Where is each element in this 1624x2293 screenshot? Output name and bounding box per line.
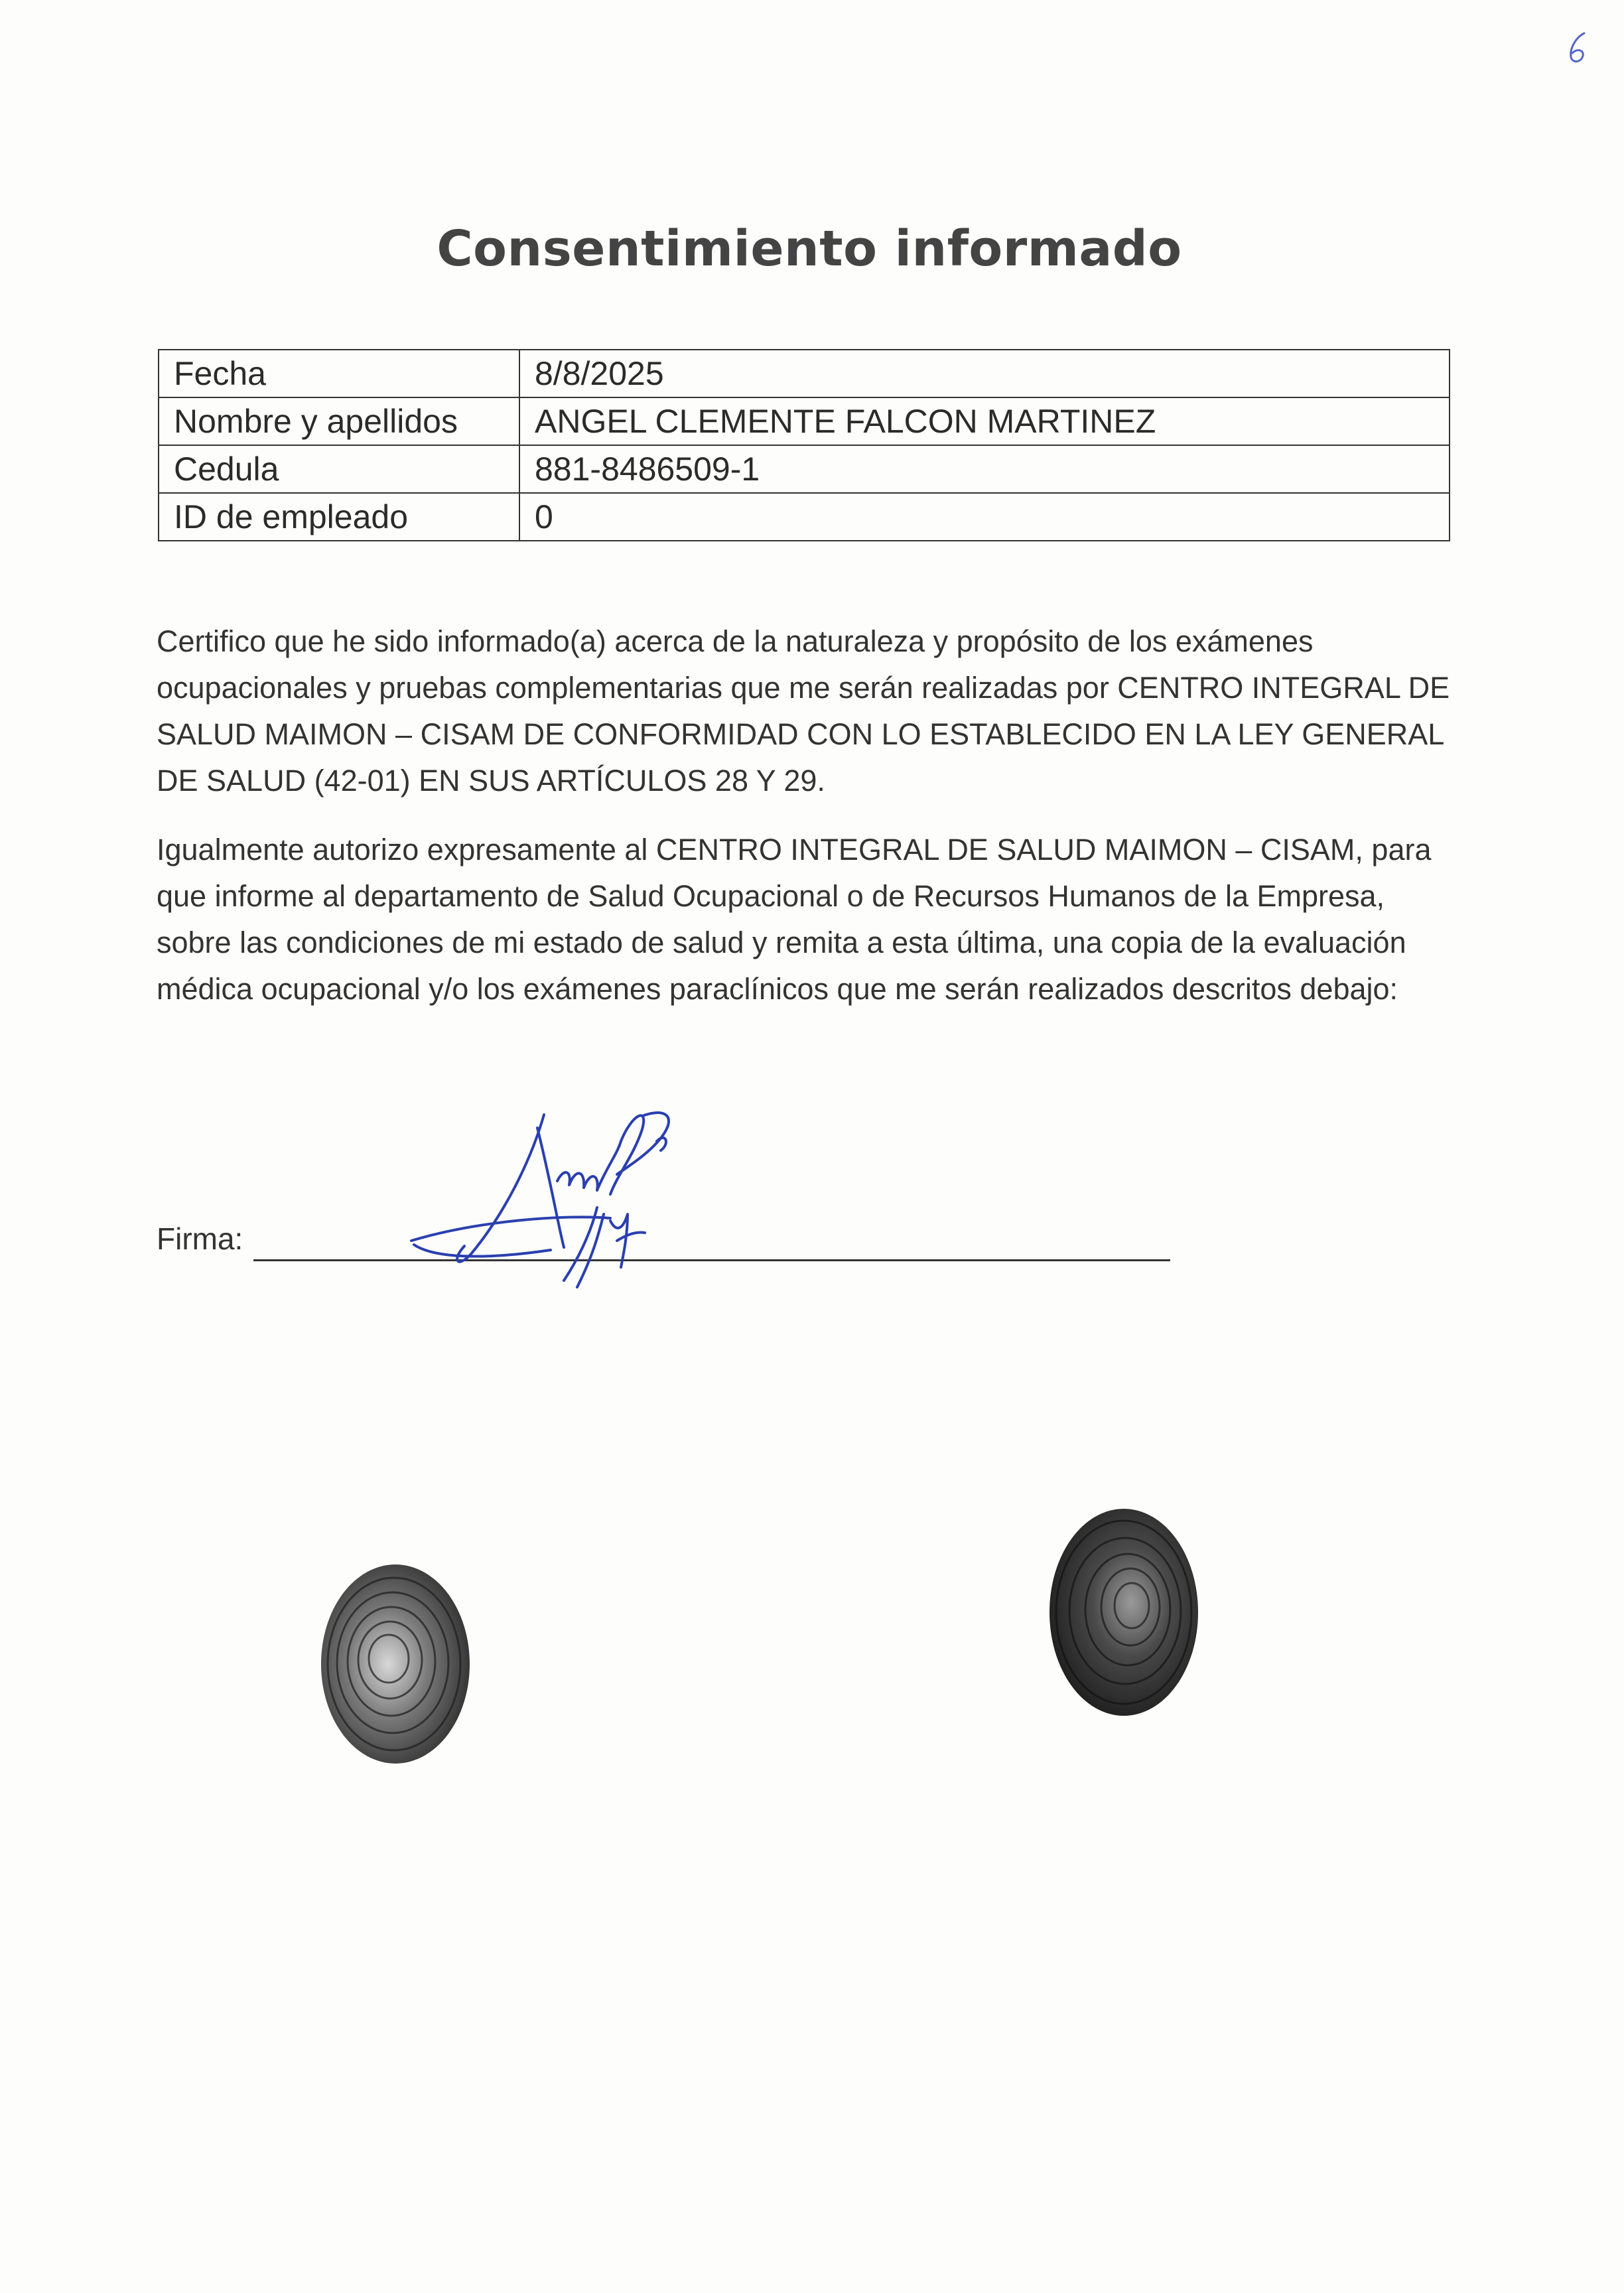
info-row-value: 0 xyxy=(519,493,1450,541)
info-row-label: ID de empleado xyxy=(159,493,519,541)
consent-paragraph-2: Igualmente autorizo expresamente al CENTRO INTEGRAL DE SALUD MAIMON – CISAM, para que informe al departamento de Salud Ocupacional o de Recursos Humanos de la Empresa, sobre las condiciones de mi estado de salud y remita a esta última, una copia de la evaluación médica ocupacional y/o los exámenes paraclínicos que me serán realizados descritos debajo: xyxy=(157,833,1432,1006)
info-row-label: Cedula xyxy=(159,445,519,493)
info-row xyxy=(159,350,1450,397)
page-number-handwritten xyxy=(1559,28,1599,68)
info-row-value: 881-8486509-1 xyxy=(519,445,1450,493)
info-table xyxy=(158,349,1450,541)
fingerprint-right-icon xyxy=(1039,1499,1209,1725)
info-row xyxy=(159,445,1450,493)
page-title: Consentimiento informado xyxy=(437,220,1182,277)
consent-paragraph-1: Certifico que he sido informado(a) acerca de la naturaleza y propósito de los exámenes ocupacionales y pruebas complementarias que me serán realizadas por CENTRO INTEGRAL DE SALUD MAIMON – CISAM DE CONFORMIDAD CON LO ESTABLECIDO EN LA LEY GENERAL DE SALUD (42-01) EN SUS ARTÍCULOS 28 Y 29. xyxy=(157,624,1450,798)
info-row-value: ANGEL CLEMENTE FALCON MARTINEZ xyxy=(519,397,1450,445)
info-row xyxy=(159,397,1450,445)
handwritten-signature xyxy=(398,1101,716,1300)
info-row-value: 8/8/2025 xyxy=(519,350,1450,397)
signature-label: Firma: xyxy=(157,1221,243,1256)
info-row-label: Nombre y apellidos xyxy=(159,397,519,445)
fingerprint-left-icon xyxy=(309,1553,482,1772)
info-row-label: Fecha xyxy=(159,350,519,397)
info-row xyxy=(159,493,1450,541)
